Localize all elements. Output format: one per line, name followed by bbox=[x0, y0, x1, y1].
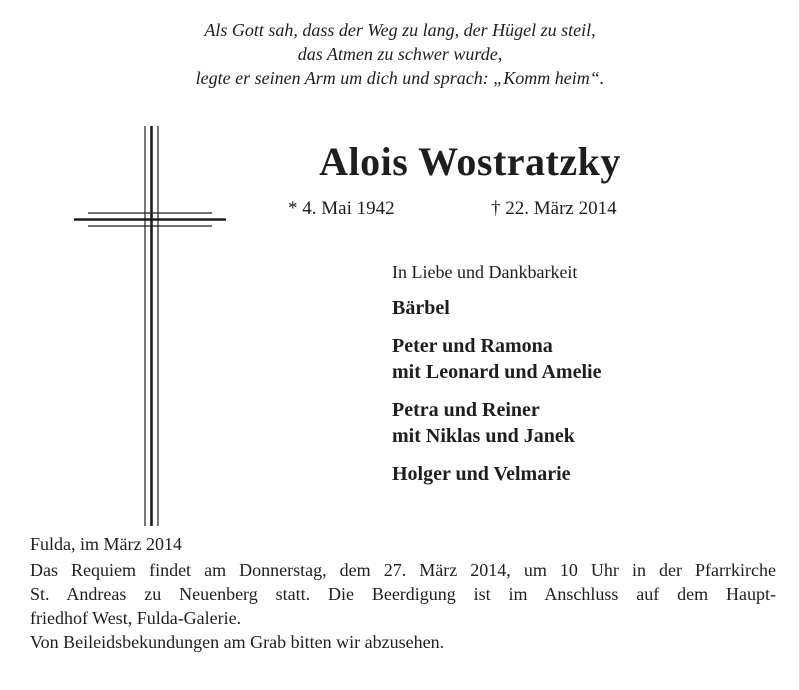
mourner-line: Peter und Ramona bbox=[392, 335, 553, 357]
mourner-entry bbox=[392, 295, 772, 321]
mourner-line: Petra und Reiner bbox=[392, 399, 540, 421]
mourner-line: mit Niklas und Janek bbox=[392, 425, 575, 447]
place-date: Fulda, im März 2014 bbox=[30, 534, 182, 554]
mourners-list bbox=[392, 260, 772, 499]
condolence-note: Von Beileidsbekundungen am Grab bitten wir abzusehen. bbox=[30, 632, 445, 652]
requiem-line: friedhof West, Fulda-Galerie. bbox=[30, 608, 242, 628]
mourner-entry bbox=[392, 333, 772, 385]
mourner-entry bbox=[392, 397, 772, 449]
mourner-line: Bärbel bbox=[392, 297, 450, 319]
poem-line: Als Gott sah, dass der Weg zu lang, der Hügel zu steil, bbox=[204, 20, 596, 40]
requiem-line: St. Andreas zu Neuenberg statt. Die Beerdigung ist im Anschluss auf dem Haupt- bbox=[30, 584, 776, 604]
poem bbox=[0, 18, 800, 90]
mourner-entry bbox=[392, 461, 772, 487]
cross-icon bbox=[74, 126, 226, 526]
death-date: † 22. März 2014 bbox=[491, 198, 617, 219]
notice-footer bbox=[30, 532, 776, 654]
mourner-line: Holger und Velmarie bbox=[392, 463, 571, 485]
poem-line: legte er seinen Arm um dich und sprach: „Komm heim“. bbox=[195, 68, 605, 88]
deceased-name: Alois Wostratzky bbox=[319, 139, 621, 184]
mourners-intro: In Liebe und Dankbarkeit bbox=[392, 262, 578, 282]
poem-line: das Atmen zu schwer wurde, bbox=[297, 44, 503, 64]
requiem-line: Das Requiem findet am Donnerstag, dem 27. März 2014, um 10 Uhr in der Pfarrkirche bbox=[30, 560, 776, 580]
birth-date: * 4. Mai 1942 bbox=[288, 198, 395, 219]
mourner-line: mit Leonard und Amelie bbox=[392, 361, 602, 383]
